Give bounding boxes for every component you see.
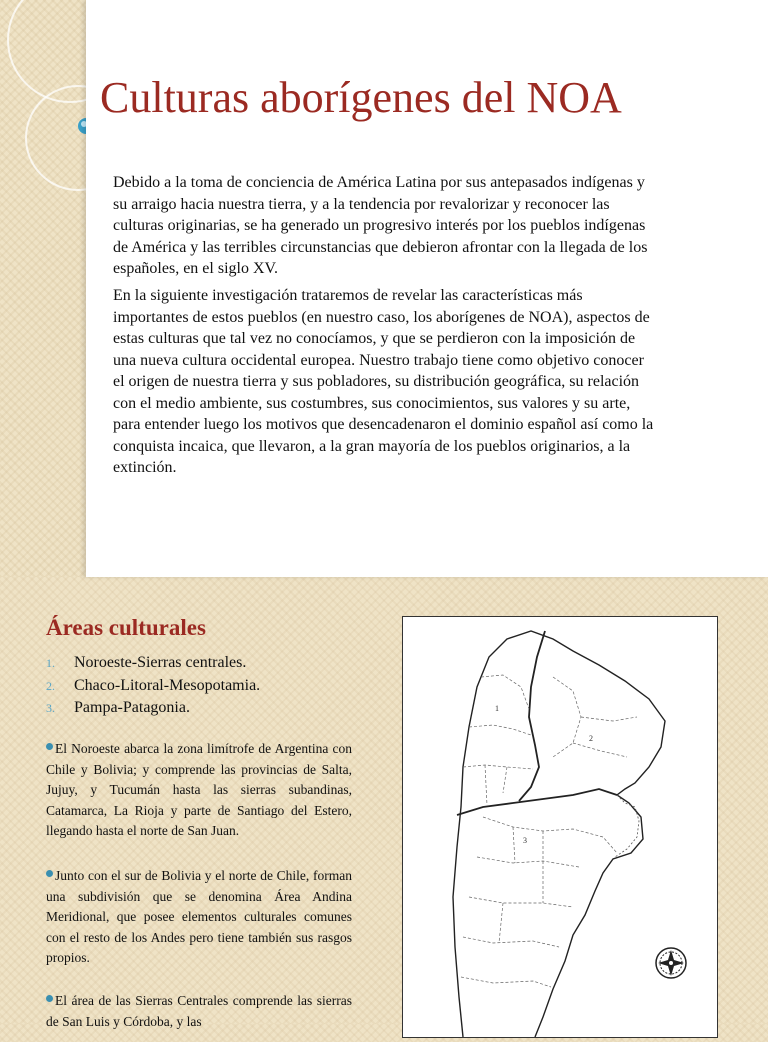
slide-2 [0,577,768,1029]
bullet-paragraph: Junto con el sur de Bolivia y el norte de Chile, forman una subdivisión que se denomina Área Andina Meridional, que posee elementos culturales comunes con el resto de los Andes pero tiene también sus rasgos propios. [46,868,352,965]
argentina-map [402,616,718,1038]
map-label: 2 [589,734,593,743]
compass-rose-icon [656,948,686,978]
list-item: 1. Noroeste-Sierras centrales. [46,654,247,671]
bullet-icon [46,743,53,750]
intro-paragraph: Debido a la toma de conciencia de América Latina por sus antepasados indígenas y su arraigo hacia nuestra tierra, y a la tendencia por revalorizar y reconocer las culturas originarias, se ha generado un progresivo interés por los pueblos indígenas de América y las terribles circunstancias que debieron afrontar con la llegada de los españoles, en el siglo XV. [113,174,648,277]
list-item: 2. Chaco-Litoral-Mesopotamia. [46,676,261,694]
objective-paragraph: En la siguiente investigación trataremos de revelar las características más importantes de estos pueblos (en nuestro caso, los aborígenes de NOA), aspectos de estas culturas que tal vez no conocíamos, y que se perdieron con la imposición de una nueva cultura occidental europea. Nuestro trabajo tiene como objetivo conocer el origen de nuestra tierra y sus pobladores, su distribución geográfica, su relación con el medio ambiente, sus costumbres, sus conocimientos, sus valores y su arte, para entender luego los motivos que desencadenaron el dominio español así como la conquista incaica, que llevaron, a la gran mayoría de los pueblos originarios, a la extinción. [113,287,654,476]
map-label: 1 [495,704,499,713]
bullet-paragraph: El Noroeste abarca la zona limítrofe de Argentina con Chile y Bolivia; y comprende las provincias de Salta, Jujuy, y Tucumán hasta las sierras subandinas, Catamarca, La Rioja y parte de Santiago del Estero, llegando hasta el norte de San Juan. [46,741,352,838]
map-label: 3 [523,836,527,845]
bullet-icon [46,995,53,1002]
list-item: 3. Pampa-Patagonia. [46,699,190,716]
section-title: Áreas culturales [46,615,206,640]
bullet-paragraph: El área de las Sierras Centrales comprende las sierras de San Luis y Córdoba, y las [46,993,352,1029]
cultural-areas-list [46,652,260,720]
map-drawing [403,617,717,1037]
bullet-icon [46,870,53,877]
page-title: Culturas aborígenes del NOA [100,73,622,122]
